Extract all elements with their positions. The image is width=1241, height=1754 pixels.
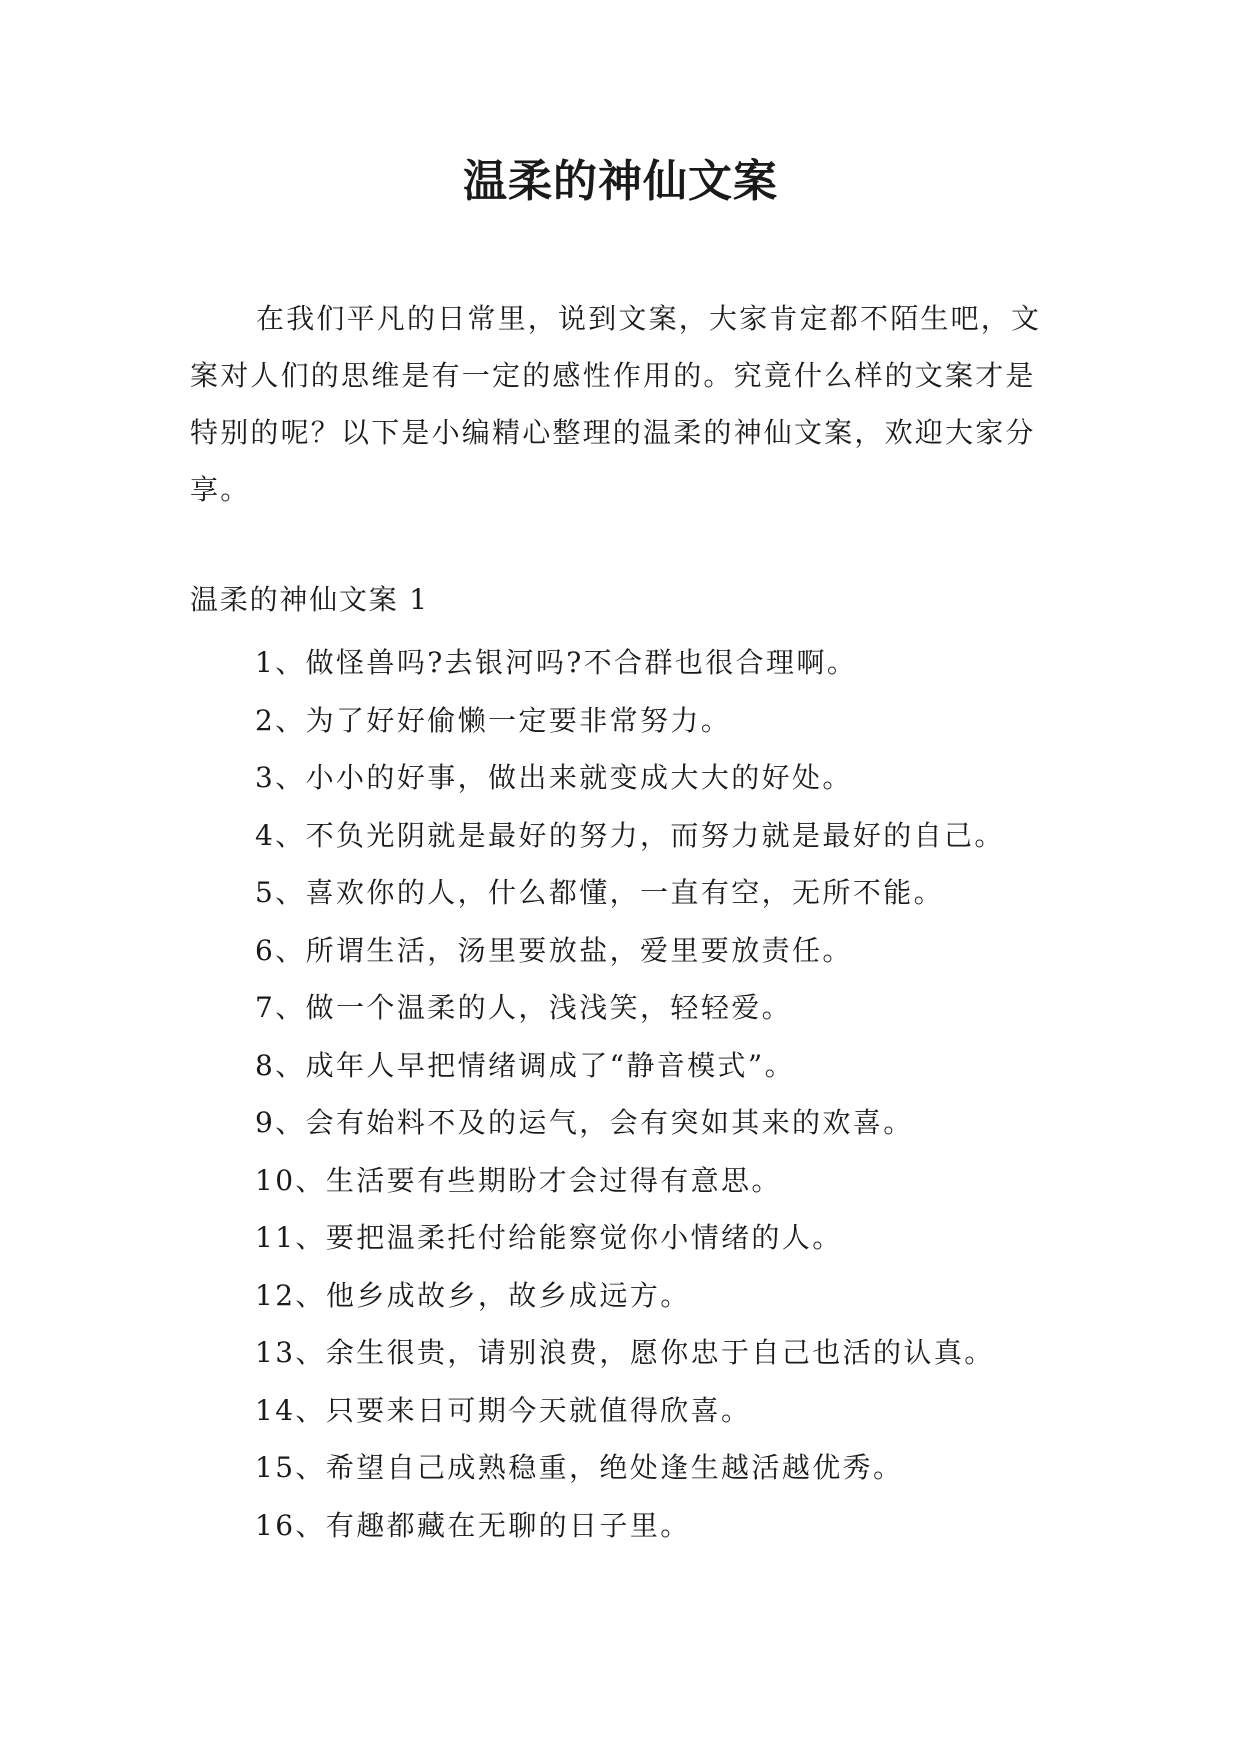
list-item: 13、余生很贵，请别浪费，愿你忠于自己也活的认真。 <box>255 1336 995 1369</box>
list-item: 9、会有始料不及的运气，会有突如其来的欢喜。 <box>255 1106 914 1139</box>
list-item: 2、为了好好偷懒一定要非常努力。 <box>255 703 732 737</box>
list-item: 11、要把温柔托付给能察觉你小情绪的人。 <box>255 1221 843 1254</box>
list-item: 14、只要来日可期今天就值得欣喜。 <box>255 1393 752 1427</box>
quote-list <box>255 643 1005 1563</box>
list-item: 7、做一个温柔的人，浅浅笑，轻轻爱。 <box>255 991 793 1024</box>
list-item: 4、不负光阴就是最好的努力，而努力就是最好的自己。 <box>255 818 1005 852</box>
section-heading: 温柔的神仙文案 1 <box>190 583 429 616</box>
list-item: 6、所谓生活，汤里要放盐，爱里要放责任。 <box>255 933 853 967</box>
list-item: 16、有趣都藏在无聊的日子里。 <box>255 1508 691 1542</box>
intro-paragraph: 在我们平凡的日常里，说到文案，大家肯定都不陌生吧，文案对人们的思维是有一定的感性作用的。究竟什么样的文案才是特别的呢？以下是小编精心整理的温柔的神仙文案，欢迎大家分享。 <box>190 302 1042 506</box>
list-item: 12、他乡成故乡，故乡成远方。 <box>255 1278 691 1312</box>
list-item: 10、生活要有些期盼才会过得有意思。 <box>255 1163 782 1197</box>
list-item: 3、小小的好事，做出来就变成大大的好处。 <box>255 761 853 794</box>
list-item: 15、希望自己成熟稳重，绝处逢生越活越优秀。 <box>255 1451 904 1484</box>
list-item: 8、成年人早把情绪调成了“静音模式”。 <box>255 1048 796 1082</box>
list-item: 1、做怪兽吗?去银河吗?不合群也很合理啊。 <box>255 646 858 679</box>
document-title: 温柔的神仙文案 <box>463 156 778 207</box>
list-item: 5、喜欢你的人，什么都懂，一直有空，无所不能。 <box>255 876 945 909</box>
